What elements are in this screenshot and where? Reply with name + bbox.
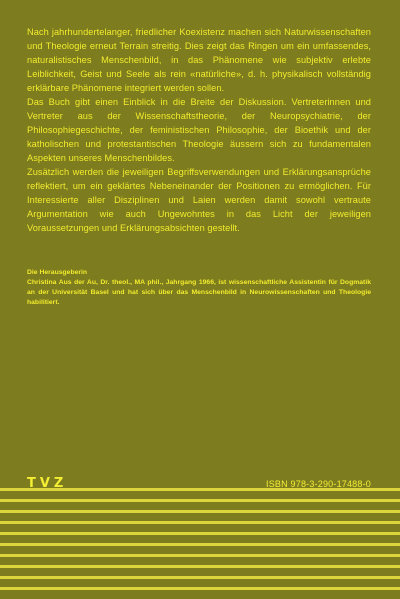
blurb-paragraph-1: Nach jahrhundertelanger, friedlicher Koexistenz machen sich Naturwissenschaften und Theologie erneut Terrain streitig. Dies zeigt das Ringen um ein umfassendes, naturalistisches Menschenbild, in das Phänomene wie subjektiv erlebte Leiblichkeit, Geist und Seele als rein «natürliche», d. h. physikalisch vollständig erklärbare Phänomene integriert werden sollen. bbox=[27, 27, 371, 93]
blurb bbox=[27, 25, 371, 235]
stripe bbox=[0, 576, 400, 579]
stripe bbox=[0, 543, 400, 546]
editor-text: Christina Aus der Au, Dr. theol., MA phil., Jahrgang 1966, ist wissenschaftliche Assistentin für Dogmatik an der Universität Basel und hat sich über das Menschenbild in Neurowissenschaften und Theologie habilitiert. bbox=[27, 279, 371, 306]
stripe bbox=[0, 510, 400, 513]
stripe bbox=[0, 554, 400, 557]
blurb-paragraph-2: Das Buch gibt einen Einblick in die Breite der Diskussion. Vertreterinnen und Vertreter aus der Wissenschaftstheorie, der Neuropsychiatrie, der Philosophiegeschichte, der feministischen Philosophie, der Bioethik und der katholischen und protestantischen Theologie äussern sich zu fundamentalen Aspekten unseres Menschenbildes. bbox=[27, 97, 371, 163]
stripe-decoration bbox=[0, 488, 400, 599]
publisher-logo: TVZ bbox=[27, 476, 68, 491]
editor-heading: Die Herausgeberin bbox=[27, 269, 88, 276]
blurb-paragraph-3: Zusätzlich werden die jeweiligen Begriffsverwendungen und Erklärungsansprüche reflektiert, um ein geklärtes Nebeneinander der Positionen zu ermöglichen. Für Interessierte aller Disziplinen und Laien werden damit sowohl vertraute Argumentation wie auch Ungewohntes in das Licht der jeweiligen Voraussetzungen und Erklärungsabsichten gestellt. bbox=[27, 167, 371, 233]
stripe bbox=[0, 499, 400, 502]
stripe bbox=[0, 532, 400, 535]
stripe bbox=[0, 565, 400, 568]
stripe bbox=[0, 587, 400, 590]
editor-bio bbox=[27, 268, 371, 308]
stripe bbox=[0, 521, 400, 524]
isbn-number: ISBN 978-3-290-17488-0 bbox=[266, 479, 371, 489]
